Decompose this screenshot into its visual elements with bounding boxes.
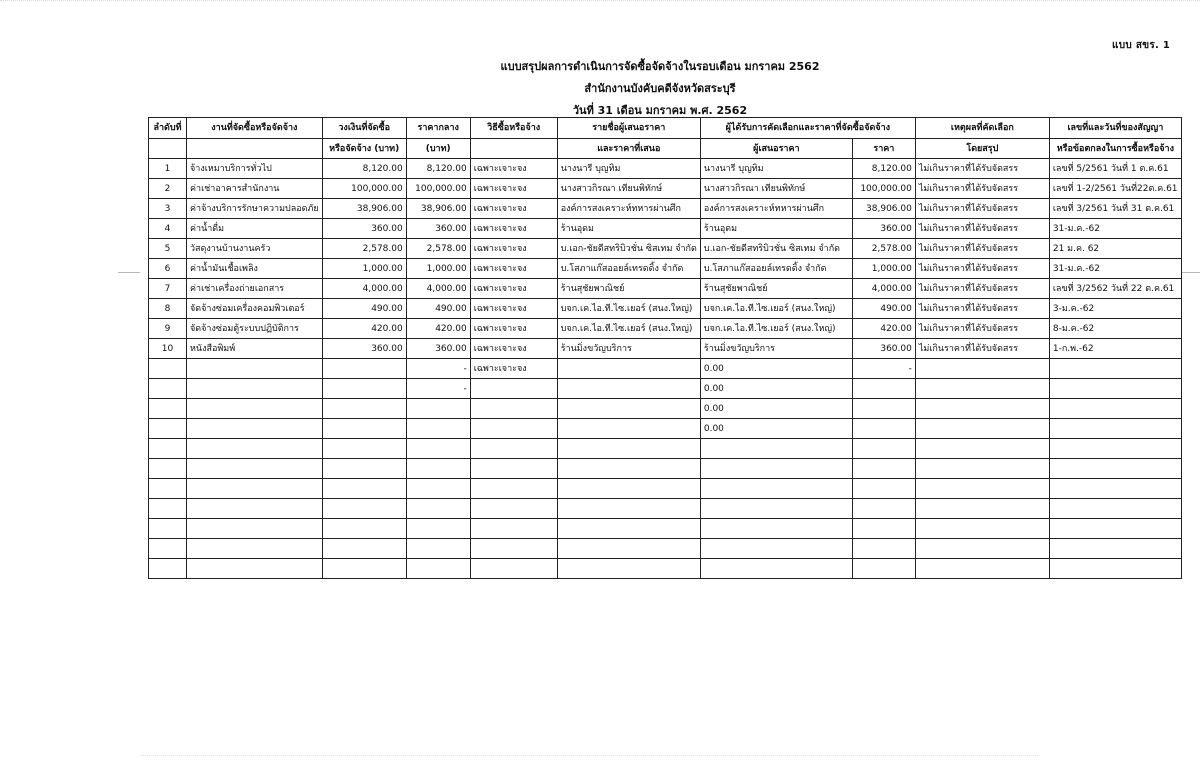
row-median-price: 4,000.00 [406,279,470,299]
row-budget: 360.00 [322,339,406,359]
row-reason [915,359,1049,379]
scan-mark-left [118,272,140,273]
row-selected-name [700,439,852,459]
row-budget: 2,578.00 [322,239,406,259]
row-bidder [557,379,700,399]
row-reason: ไม่เกินราคาที่ได้รับจัดสรร [915,339,1049,359]
row-item: ค่าน้ำมันเชื้อเพลิง [187,259,323,279]
row-item: วัสดุงานบ้านงานครัว [187,239,323,259]
row-contract: 8-ม.ค.-62 [1049,319,1181,339]
row-median-price: 2,578.00 [406,239,470,259]
row-bidder: นางสาวกิรณา เทียนพิทักษ์ [557,179,700,199]
row-item: ค่าเช่าเครื่องถ่ายเอกสาร [187,279,323,299]
row-item [187,479,323,499]
row-method: เฉพาะเจาะจง [470,319,557,339]
row-contract [1049,359,1181,379]
row-method [470,479,557,499]
row-bidder [557,479,700,499]
row-budget: 100,000.00 [322,179,406,199]
row-selected-name [700,559,852,579]
row-contract: เลขที่ 3/2562 วันที่ 22 ต.ค.61 [1049,279,1181,299]
table-row [149,279,1182,299]
row-method [470,459,557,479]
row-median-price [406,459,470,479]
row-bidder: องค์การสงเคราะห์ทหารผ่านศึก [557,199,700,219]
row-item [187,539,323,559]
row-budget [322,399,406,419]
row-method: เฉพาะเจาะจง [470,339,557,359]
row-number: 8 [149,299,187,319]
row-median-price [406,539,470,559]
header-reason: เหตุผลที่คัดเลือก [915,118,1049,139]
row-contract: เลขที่ 5/2561 วันที่ 1 ต.ค.61 [1049,159,1181,179]
row-contract: เลขที่ 3/2561 วันที่ 31 ต.ค.61 [1049,199,1181,219]
row-item: ค่าเช่าอาคารสำนักงาน [187,179,323,199]
row-selected-name: องค์การสงเคราะห์ทหารผ่านศึก [700,199,852,219]
row-selected-price: 4,000.00 [852,279,915,299]
row-item [187,499,323,519]
row-selected-name: 0.00 [700,419,852,439]
row-method [470,399,557,419]
table-row [149,339,1182,359]
table-row [149,179,1182,199]
row-selected-name [700,519,852,539]
row-number [149,559,187,579]
row-number [149,359,187,379]
row-budget [322,419,406,439]
header-row-2 [149,139,1182,159]
row-budget [322,379,406,399]
row-reason [915,459,1049,479]
row-selected-price: - [852,359,915,379]
header-no: ลำดับที่ [149,118,187,139]
row-method [470,439,557,459]
row-contract: 3-ม.ค.-62 [1049,299,1181,319]
row-reason [915,439,1049,459]
row-selected-price [852,379,915,399]
row-selected-price [852,519,915,539]
row-contract [1049,519,1181,539]
row-median-price: 100,000.00 [406,179,470,199]
office-name: สำนักงานบังคับคดีจังหวัดสระบุรี [584,82,736,95]
row-selected-name: 0.00 [700,359,852,379]
row-contract: 31-ม.ค.-62 [1049,219,1181,239]
header-median-unit: (บาท) [406,139,470,159]
row-reason: ไม่เกินราคาที่ได้รับจัดสรร [915,219,1049,239]
table-row [149,499,1182,519]
row-reason: ไม่เกินราคาที่ได้รับจัดสรร [915,279,1049,299]
row-bidder [557,459,700,479]
row-selected-name [700,459,852,479]
row-reason [915,399,1049,419]
row-contract: 1-ก.พ.-62 [1049,339,1181,359]
row-reason [915,479,1049,499]
row-median-price [406,479,470,499]
row-median-price: - [406,359,470,379]
row-selected-price: 420.00 [852,319,915,339]
row-number: 1 [149,159,187,179]
table-row [149,359,1182,379]
row-contract: เลขที่ 1-2/2561 วันที่22ต.ค.61 [1049,179,1181,199]
row-contract: 31-ม.ค.-62 [1049,259,1181,279]
table-row [149,319,1182,339]
table-row [149,539,1182,559]
scan-edge-bottom [140,755,1040,762]
row-number: 3 [149,199,187,219]
row-method [470,539,557,559]
row-reason: ไม่เกินราคาที่ได้รับจัดสรร [915,319,1049,339]
row-method: เฉพาะเจาะจง [470,359,557,379]
row-method: เฉพาะเจาะจง [470,299,557,319]
row-selected-name: นางนารี บุญทิม [700,159,852,179]
row-selected-name: 0.00 [700,379,852,399]
row-method [470,379,557,399]
row-selected-price [852,459,915,479]
row-contract [1049,479,1181,499]
scan-edge-top [0,0,1200,7]
row-bidder: ร้านอุดม [557,219,700,239]
row-number [149,439,187,459]
row-median-price [406,399,470,419]
row-item [187,359,323,379]
row-method [470,559,557,579]
header-budget: วงเงินที่จัดซื้อ [322,118,406,139]
row-budget: 8,120.00 [322,159,406,179]
row-number [149,519,187,539]
row-number: 7 [149,279,187,299]
row-median-price: - [406,379,470,399]
row-median-price: 490.00 [406,299,470,319]
row-contract [1049,559,1181,579]
row-bidder [557,519,700,539]
row-budget [322,539,406,559]
table-row [149,379,1182,399]
row-item: จัดจ้างซ่อมเครื่องคอมพิวเตอร์ [187,299,323,319]
row-selected-price: 2,578.00 [852,239,915,259]
row-selected-name: นางสาวกิรณา เทียนพิทักษ์ [700,179,852,199]
row-number [149,459,187,479]
row-bidder: ร้านสุชัยพาณิชย์ [557,279,700,299]
row-number: 6 [149,259,187,279]
row-selected-name: บ.โสภาแก๊สออยล์เทรดดิ้ง จำกัด [700,259,852,279]
row-budget [322,359,406,379]
row-item [187,459,323,479]
row-method: เฉพาะเจาะจง [470,159,557,179]
row-reason: ไม่เกินราคาที่ได้รับจัดสรร [915,239,1049,259]
row-bidder: บจก.เค.ไอ.ที.ไซ.เยอร์ (สนง.ใหญ่) [557,299,700,319]
row-item [187,519,323,539]
table-row [149,259,1182,279]
table-row [149,439,1182,459]
row-selected-price [852,439,915,459]
document-date: วันที่ 31 เดือน มกราคม พ.ศ. 2562 [572,104,748,117]
row-budget: 420.00 [322,319,406,339]
row-contract [1049,379,1181,399]
row-number [149,499,187,519]
table-row [149,419,1182,439]
row-bidder [557,539,700,559]
row-item: หนังสือพิมพ์ [187,339,323,359]
row-selected-price [852,399,915,419]
procurement-table [148,117,1182,579]
row-budget: 360.00 [322,219,406,239]
row-bidder [557,399,700,419]
row-bidder: นางนารี บุญทิม [557,159,700,179]
row-method: เฉพาะเจาะจง [470,219,557,239]
row-reason: ไม่เกินราคาที่ได้รับจัดสรร [915,159,1049,179]
row-selected-name: ร้านมิ่งขวัญบริการ [700,339,852,359]
row-contract [1049,439,1181,459]
row-selected-price [852,499,915,519]
row-method: เฉพาะเจาะจง [470,239,557,259]
row-bidder [557,419,700,439]
row-item: ค่าจ้างบริการรักษาความปลอดภัย [187,199,323,219]
row-median-price: 360.00 [406,219,470,239]
row-number [149,419,187,439]
row-method: เฉพาะเจาะจง [470,179,557,199]
row-budget [322,459,406,479]
row-selected-price: 490.00 [852,299,915,319]
row-selected-name [700,539,852,559]
row-contract [1049,419,1181,439]
row-budget: 38,906.00 [322,199,406,219]
row-number: 4 [149,219,187,239]
row-bidder: บจก.เค.ไอ.ที.ไซ.เยอร์ (สนง.ใหญ่) [557,319,700,339]
row-reason: ไม่เกินราคาที่ได้รับจัดสรร [915,299,1049,319]
row-selected-name: 0.00 [700,399,852,419]
row-reason: ไม่เกินราคาที่ได้รับจัดสรร [915,259,1049,279]
header-bidders-cont: และราคาที่เสนอ [557,139,700,159]
row-item [187,379,323,399]
header-selected-price: ราคา [852,139,915,159]
row-reason [915,539,1049,559]
row-selected-price [852,559,915,579]
row-item: ค่าน้ำดื่ม [187,219,323,239]
table-body [149,159,1182,579]
row-number: 9 [149,319,187,339]
header-reason-cont: โดยสรุป [915,139,1049,159]
table-row [149,559,1182,579]
table-row [149,519,1182,539]
row-number [149,479,187,499]
row-contract [1049,459,1181,479]
document-title: แบบสรุปผลการดำเนินการจัดซื้อจัดจ้างในรอบเดือน มกราคม 2562 [500,60,820,73]
header-item: งานที่จัดซื้อหรือจัดจ้าง [187,118,323,139]
header-median: ราคากลาง [406,118,470,139]
row-selected-name: ร้านสุชัยพาณิชย์ [700,279,852,299]
row-selected-price: 360.00 [852,219,915,239]
row-budget: 4,000.00 [322,279,406,299]
row-selected-name [700,499,852,519]
row-reason [915,519,1049,539]
table-row [149,399,1182,419]
row-budget [322,519,406,539]
row-reason: ไม่เกินราคาที่ได้รับจัดสรร [915,199,1049,219]
table-row [149,219,1182,239]
table-row [149,459,1182,479]
row-bidder [557,359,700,379]
header-method-cont [470,139,557,159]
row-reason [915,499,1049,519]
row-median-price: 38,906.00 [406,199,470,219]
header-no-cont [149,139,187,159]
table-row [149,239,1182,259]
row-method: เฉพาะเจาะจง [470,259,557,279]
row-item: จ้างเหมาบริการทั่วไป [187,159,323,179]
row-budget: 1,000.00 [322,259,406,279]
header-selected: ผู้ได้รับการคัดเลือกและราคาที่จัดซื้อจัดจ้าง [700,118,915,139]
header-row-1 [149,118,1182,139]
row-reason [915,559,1049,579]
row-selected-price: 360.00 [852,339,915,359]
row-selected-price: 8,120.00 [852,159,915,179]
row-selected-name: บจก.เค.ไอ.ที.ไซ.เยอร์ (สนง.ใหญ่) [700,299,852,319]
row-contract: 21 ม.ค. 62 [1049,239,1181,259]
row-item [187,419,323,439]
row-bidder: บ.เอก-ชัยดีสทริบิวชั่น ซิสเทม จำกัด [557,239,700,259]
row-median-price: 1,000.00 [406,259,470,279]
row-item [187,439,323,459]
header-method: วิธีซื้อหรือจ้าง [470,118,557,139]
header-contract: เลขที่และวันที่ของสัญญา [1049,118,1181,139]
header-budget-unit: หรือจัดจ้าง (บาท) [322,139,406,159]
row-median-price [406,419,470,439]
row-median-price [406,559,470,579]
row-contract [1049,399,1181,419]
row-selected-price [852,419,915,439]
row-budget: 490.00 [322,299,406,319]
row-selected-price [852,479,915,499]
row-method: เฉพาะเจาะจง [470,279,557,299]
header-bidders: รายชื่อผู้เสนอราคา [557,118,700,139]
row-bidder [557,439,700,459]
row-selected-price: 100,000.00 [852,179,915,199]
row-budget [322,439,406,459]
row-number [149,399,187,419]
row-reason [915,379,1049,399]
table-row [149,479,1182,499]
document-titles [0,56,1200,122]
row-median-price [406,499,470,519]
row-median-price [406,439,470,459]
row-selected-name: ร้านอุดม [700,219,852,239]
scan-mark-right [1182,272,1200,273]
row-number [149,539,187,559]
row-selected-name [700,479,852,499]
row-selected-name: บจก.เค.ไอ.ที.ไซ.เยอร์ (สนง.ใหญ่) [700,319,852,339]
row-item [187,559,323,579]
row-number [149,379,187,399]
row-item [187,399,323,419]
row-budget [322,559,406,579]
row-median-price: 420.00 [406,319,470,339]
header-contract-cont: หรือข้อตกลงในการซื้อหรือจ้าง [1049,139,1181,159]
row-bidder [557,499,700,519]
row-method [470,519,557,539]
row-budget [322,479,406,499]
header-item-cont [187,139,323,159]
row-method: เฉพาะเจาะจง [470,199,557,219]
table-row [149,159,1182,179]
row-selected-price: 38,906.00 [852,199,915,219]
row-contract [1049,539,1181,559]
row-budget [322,499,406,519]
row-selected-price [852,539,915,559]
row-contract [1049,499,1181,519]
row-median-price [406,519,470,539]
row-number: 10 [149,339,187,359]
row-bidder [557,559,700,579]
row-reason: ไม่เกินราคาที่ได้รับจัดสรร [915,179,1049,199]
row-median-price: 360.00 [406,339,470,359]
header-selected-name: ผู้เสนอราคา [700,139,852,159]
row-bidder: บ.โสภาแก๊สออยล์เทรดดิ้ง จำกัด [557,259,700,279]
row-number: 5 [149,239,187,259]
row-number: 2 [149,179,187,199]
row-item: จัดจ้างซ่อมตู้ระบบปฏิบัติการ [187,319,323,339]
row-bidder: ร้านมิ่งขวัญบริการ [557,339,700,359]
row-method [470,419,557,439]
row-selected-name: บ.เอก-ชัยดีสทริบิวชั่น ซิสเทม จำกัด [700,239,852,259]
row-method [470,499,557,519]
row-reason [915,419,1049,439]
table-row [149,199,1182,219]
row-median-price: 8,120.00 [406,159,470,179]
form-code: แบบ สขร. 1 [1112,40,1171,51]
row-selected-price: 1,000.00 [852,259,915,279]
table-row [149,299,1182,319]
